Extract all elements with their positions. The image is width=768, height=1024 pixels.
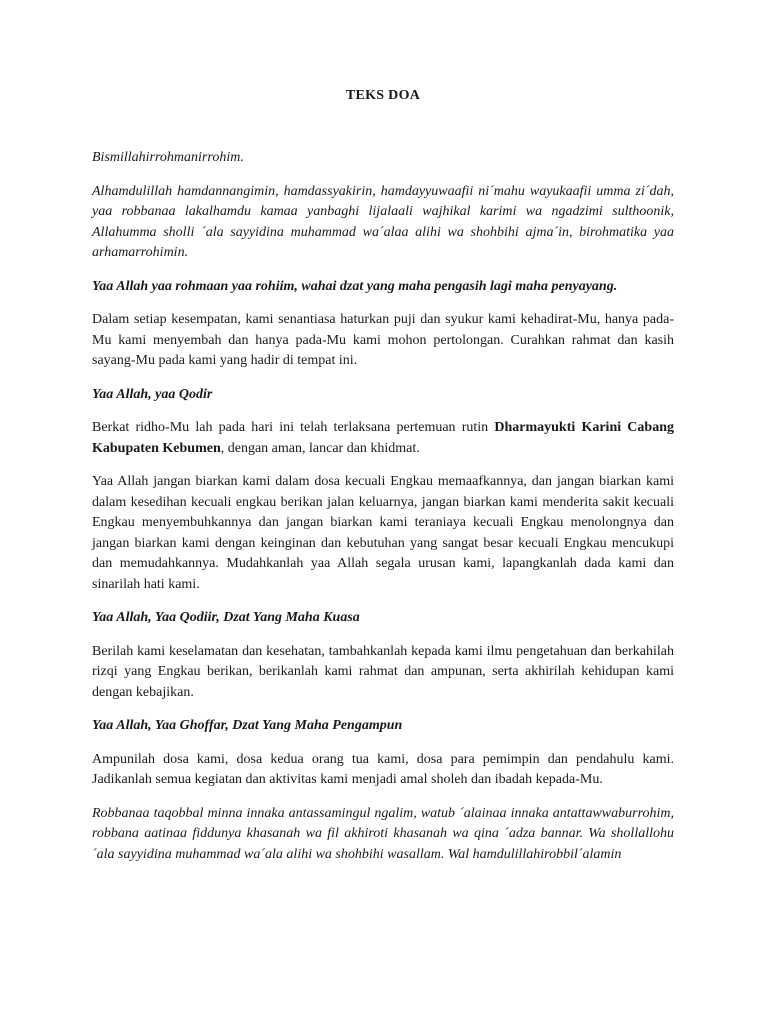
berkat-text-start: Berkat ridho-Mu lah pada hari ini telah terlaksana pertemuan rutin	[92, 420, 495, 435]
heading-maha-pengampun: Yaa Allah, Yaa Ghoffar, Dzat Yang Maha Pengampun	[92, 718, 403, 733]
document-body	[92, 148, 674, 878]
yaa-allah-paragraph: Yaa Allah jangan biarkan kami dalam dosa kecuali Engkau memaafkannya, dan jangan biarkan kami dalam kesedihan kecuali engkau berikan jalan keluarnya, jangan biarkan kami menderita sakit kecuali Engkau menyembuhkannya dan jangan biarkan kami teraniaya kecuali Engkau menolongnya dan jangan biarkan kami dengan keinginan dan kebutuhan yang sangat besar kecuali Engkau mencukupi dan memudahkannya. Mudahkanlah yaa Allah segala urusan kami, lapangkanlah dada kami dan sinarilah hati kami.	[92, 474, 674, 592]
document-title: TEKS DOA	[345, 88, 421, 103]
robbanaa-paragraph: Robbanaa taqobbal minna innaka antassamingul ngalim, watub ´alainaa innaka antattawwaburrohim, robbana aatinaa fiddunya khasanah wa fil akhiroti khasanah wa qina ´adza bannar. Wa shollallohu ´ala sayyidina muhammad wa´ala alihi wa shohbihi wasallam. Wal hamdulillahirobbil´alamin	[92, 805, 674, 862]
berkat-text-end: , dengan aman, lancar dan khidmat.	[220, 440, 420, 456]
organization-name: Dharmayukti Karini Cabang Kabupaten Kebumen	[92, 420, 674, 456]
heading-yaa-qodir: Yaa Allah, yaa Qodir	[92, 386, 213, 402]
heading-maha-kuasa: Yaa Allah, Yaa Qodiir, Dzat Yang Maha Kuasa	[92, 610, 360, 625]
bismillah-line: Bismillahirrohmanirrohim.	[92, 150, 244, 165]
berkat-paragraph	[92, 418, 674, 459]
dalam-setiap-paragraph: Dalam setiap kesempatan, kami senantiasa haturkan puji dan syukur kami kehadirat-Mu, hanya pada-Mu kami menyembah dan hanya pada-Mu kami mohon pertolongan. Curahkan rahmat dan kasih sayang-Mu pada kami yang hadir di tempat ini.	[92, 312, 674, 368]
alhamdulillah-paragraph: Alhamdulillah hamdannangimin, hamdassyakirin, hamdayyuwaafii ni´mahu wayukaafii umma zi´dah, yaa robbanaa lakalhamdu kamaa yanbaghi lijalaali wajhikal karimi wa ngadzimi sulthoonik, Allahumma sholli ´ala sayyidina muhammad wa´alaa alihi wa shohbihi ajma´in, birohmatika yaa arhamarrohimin.	[92, 183, 674, 260]
ampunilah-paragraph: Ampunilah dosa kami, dosa kedua orang tua kami, dosa para pemimpin dan pendahulu kami. Jadikanlah semua kegiatan dan aktivitas kami menjadi amal sholeh dan ibadah kepada-Mu.	[92, 751, 674, 787]
heading-yaa-allah-rohmaan: Yaa Allah yaa rohmaan yaa rohiim, wahai dzat yang maha pengasih lagi maha penyayang.	[92, 278, 618, 294]
berilah-paragraph: Berilah kami keselamatan dan kesehatan, tambahkanlah kepada kami ilmu pengetahuan dan berkahilah rizqi yang Engkau berikan, berikanlah kami rahmat dan ampunan, serta akhirilah kehidupan kami dengan kebajikan.	[92, 643, 674, 700]
